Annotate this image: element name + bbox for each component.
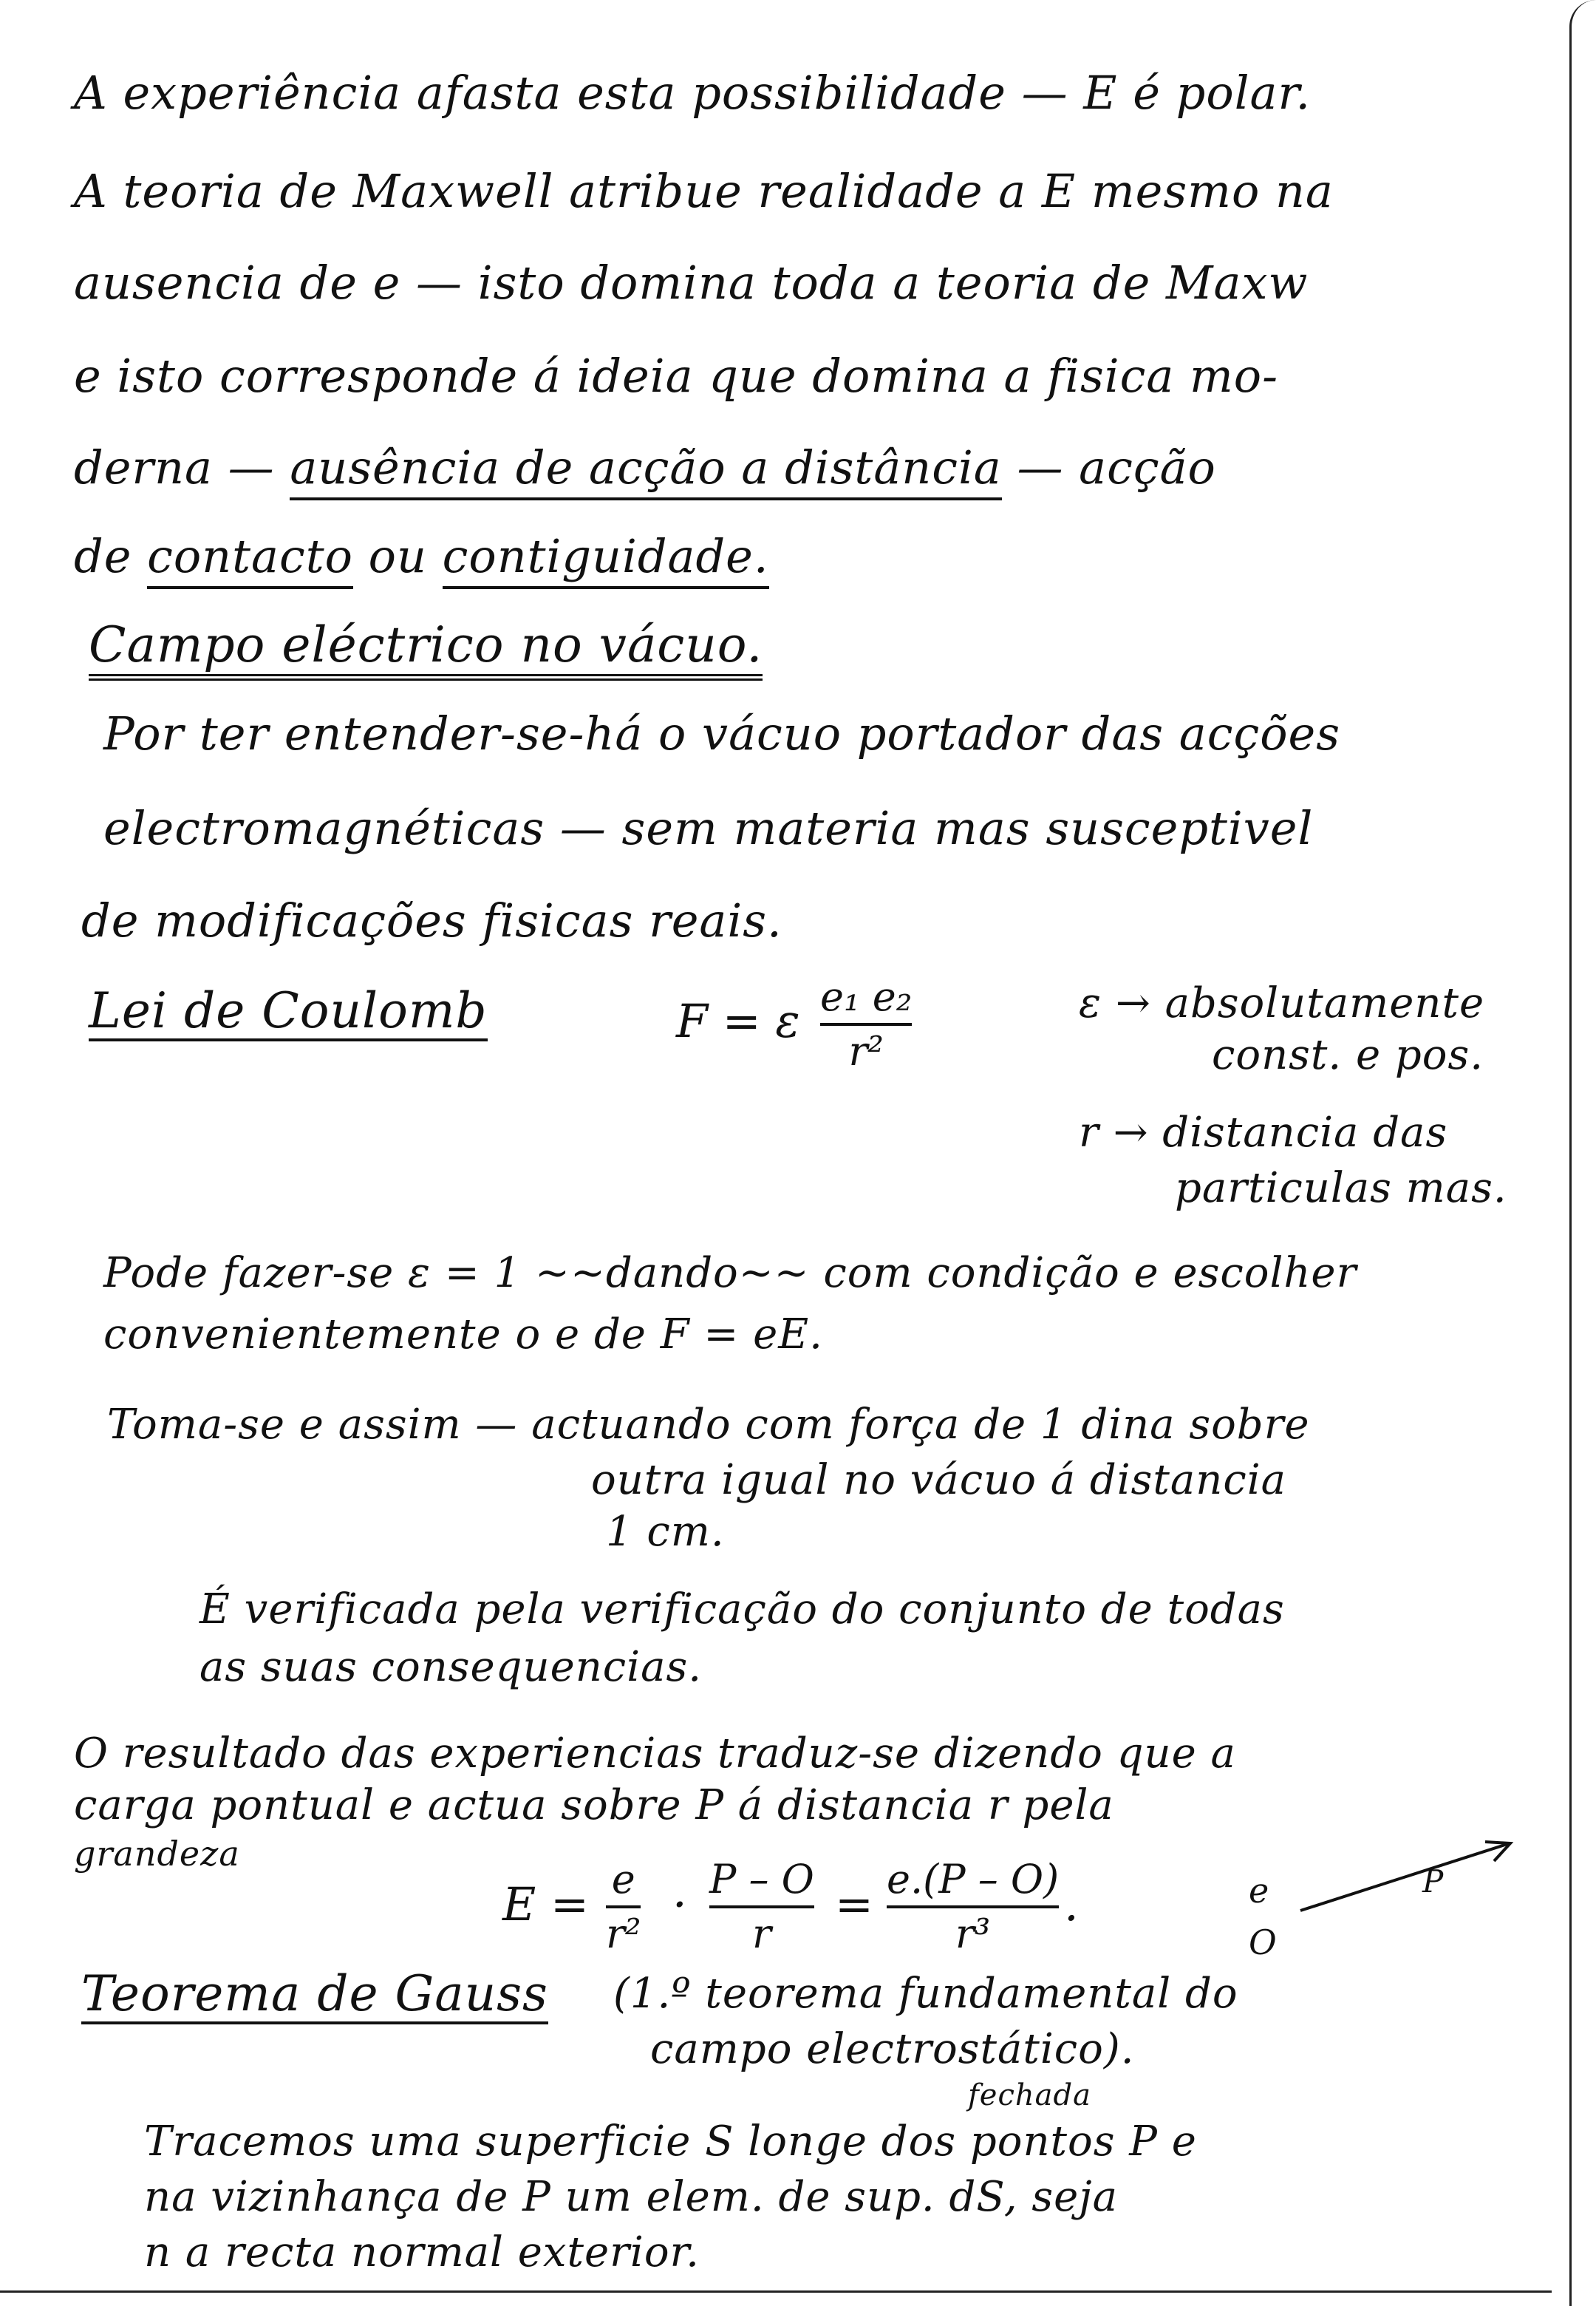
vector-arrow-diagram: [1286, 1826, 1537, 1929]
pode-text-line-2: convenientemente o e de F = eE.: [103, 1310, 823, 1358]
text-line-5-end: — acção: [1017, 441, 1216, 494]
equation-fraction-1-num: e: [611, 1856, 635, 1902]
equation-period: .: [1064, 1877, 1079, 1931]
text-line-6: [74, 529, 769, 583]
equation-fraction-3-bar: [887, 1905, 1059, 1908]
equation-fraction-1-den: r²: [606, 1911, 641, 1958]
text-line-6-de: de: [74, 529, 132, 583]
vector-arrow-line: [1300, 1844, 1507, 1911]
equation-fraction-3-num: e.(P – O): [887, 1856, 1060, 1902]
text-line-3: ausencia de e — isto domina toda a teoria de Maxw: [74, 256, 1309, 310]
equation-fraction-2-num: P – O: [709, 1856, 814, 1902]
gauss-text-line-1: Tracemos uma superficie S longe dos pontos P e: [144, 2118, 1197, 2166]
gauss-parenthetical-line-1: (1.º teorema fundamental do: [613, 1970, 1238, 2018]
equation-fraction-3: [887, 1857, 1059, 1957]
result-text-line-2: carga pontual e actua sobre P á distancia r pela: [74, 1781, 1114, 1829]
result-text-line-3: grandeza: [74, 1834, 240, 1874]
campo-text-line-3: de modificações fisicas reais.: [81, 894, 782, 948]
text-line-4: e isto corresponde á ideia que domina a fisica mo-: [74, 349, 1279, 403]
underlined-word-contacto: contacto: [147, 529, 353, 589]
text-line-2: A teoria de Maxwell atribue realidade a E mesmo na: [74, 164, 1334, 218]
diagram-label-P: P: [1422, 1863, 1445, 1899]
coulomb-fraction: [820, 974, 912, 1075]
equation-dot: ·: [672, 1877, 687, 1931]
equation-fraction-2: [709, 1857, 814, 1957]
result-text-line-1: O resultado das experiencias traduz-se dizendo que a: [74, 1730, 1236, 1778]
pode-text-line-1: Pode fazer-se ε = 1 ~~dando~~ com condição e escolher: [103, 1249, 1357, 1297]
toma-text-line-1: Toma-se e assim — actuando com força de 1 dina sobre: [107, 1401, 1310, 1449]
text-line-5-start: derna —: [74, 441, 275, 494]
campo-text-line-2: electromagnéticas — sem materia mas susceptivel: [103, 801, 1314, 855]
gauss-superscript-fechada: fechada: [968, 2078, 1091, 2112]
underlined-word-contiguidade: contiguidade.: [443, 529, 769, 589]
text-line-5: [74, 441, 1216, 494]
equation-equals: =: [835, 1877, 873, 1931]
toma-text-line-2: outra igual no vácuo á distancia: [591, 1456, 1287, 1504]
equation-fraction-3-den: r³: [955, 1911, 991, 1958]
note-epsilon-line-1: ε → absolutamente: [1079, 979, 1485, 1027]
verif-text-line-1: É verificada pela verificação do conjunto de todas: [200, 1585, 1285, 1633]
page-bottom-edge: [0, 2290, 1552, 2293]
equation-fraction-2-bar: [709, 1905, 814, 1908]
gauss-text-line-2: na vizinhança de P um elem. de sup. dS, seja: [144, 2173, 1118, 2221]
coulomb-formula-lhs: F = ε: [676, 994, 800, 1048]
equation-fraction-2-den: r: [752, 1911, 771, 1958]
equation-fraction-1-bar: [606, 1905, 641, 1908]
note-r-line-2: particulas mas.: [1175, 1164, 1507, 1212]
page-right-edge: [1569, 0, 1596, 2306]
campo-text-line-1: Por ter entender-se-há o vácuo portador das acções: [103, 707, 1341, 761]
equation-fraction-1: [606, 1857, 641, 1957]
diagram-label-e: e: [1249, 1871, 1270, 1911]
equation-E-lhs: E =: [502, 1877, 589, 1931]
gauss-text-line-3: n a recta normal exterior.: [144, 2228, 700, 2276]
coulomb-fraction-bar: [820, 1023, 912, 1026]
gauss-parenthetical-line-2: campo electrostático).: [650, 2025, 1135, 2073]
note-epsilon-line-2: const. e pos.: [1212, 1031, 1484, 1079]
coulomb-denominator: r²: [848, 1028, 884, 1075]
underlined-phrase-action-at-distance: ausência de acção a distância: [290, 441, 1001, 500]
text-line-6-ou: ou: [368, 529, 427, 583]
heading-lei-de-coulomb: Lei de Coulomb: [89, 987, 488, 1041]
coulomb-numerator: e₁ e₂: [820, 973, 913, 1020]
verif-text-line-2: as suas consequencias.: [200, 1643, 702, 1691]
diagram-label-O: O: [1249, 1922, 1278, 1962]
heading-teorema-de-gauss: Teorema de Gauss: [81, 1970, 548, 2024]
note-r-line-1: r → distancia das: [1079, 1109, 1448, 1157]
heading-campo-electrico: Campo eléctrico no vácuo.: [89, 621, 763, 681]
text-line-1: A experiência afasta esta possibilidade — E é polar.: [74, 66, 1312, 120]
toma-text-line-3: 1 cm.: [606, 1508, 725, 1556]
